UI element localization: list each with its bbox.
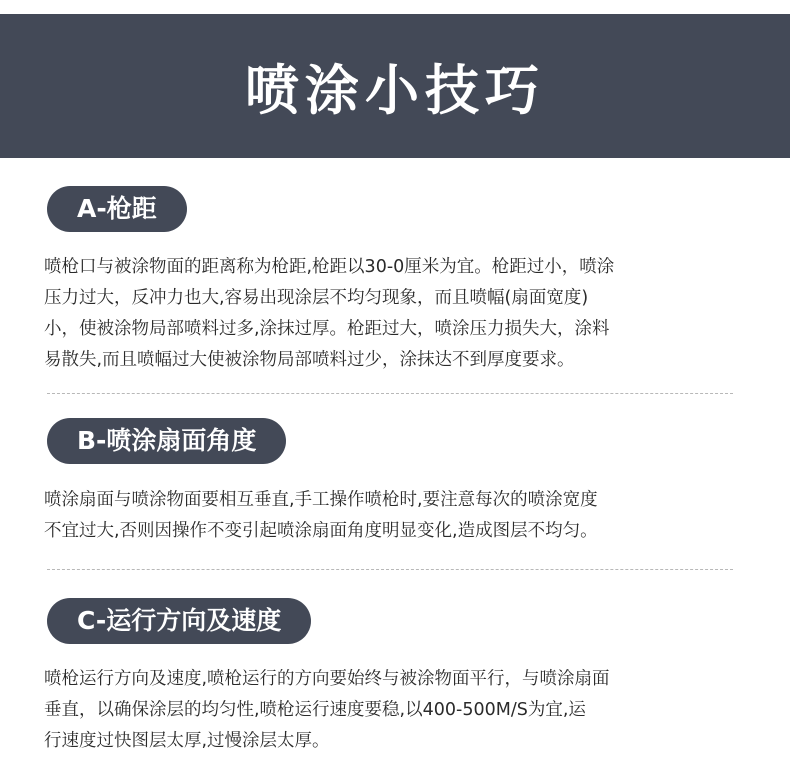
text-line: 垂直，以确保涂层的均匀性,喷枪运行速度要稳,以400-500M/S为宜,运 [44,700,586,720]
text-line: 喷涂扇面与喷涂物面要相互垂直,手工操作喷枪时,要注意每次的喷涂宽度 [44,490,598,510]
section-b-heading: B-喷涂扇面角度 [47,418,286,464]
title-banner [0,14,790,158]
text-line: 行速度过快图层太厚,过慢涂层太厚。 [44,731,330,751]
section-a-text [44,252,744,376]
section-c-heading: C-运行方向及速度 [47,598,311,644]
section-divider [47,569,733,570]
section-c-text [44,664,744,757]
section-b-text [44,485,744,547]
section-divider [47,393,733,394]
text-line: 小，使被涂物局部喷料过多,涂抹过厚。枪距过大，喷涂压力损失大，涂料 [44,319,610,339]
text-line: 喷枪口与被涂物面的距离称为枪距,枪距以30-0厘米为宜。枪距过小，喷涂 [44,257,615,277]
text-line: 喷枪运行方向及速度,喷枪运行的方向要始终与被涂物面平行，与喷涂扇面 [44,669,610,689]
section-a-heading: A-枪距 [47,186,187,232]
text-line: 不宜过大,否则因操作不变引起喷涂扇面角度明显变化,造成图层不均匀。 [44,521,598,541]
page-title: 喷涂小技巧 [245,58,545,122]
text-line: 压力过大，反冲力也大,容易出现涂层不均匀现象，而且喷幅(扇面宽度) [44,288,589,308]
text-line: 易散失,而且喷幅过大使被涂物局部喷料过少，涂抹达不到厚度要求。 [44,350,575,370]
